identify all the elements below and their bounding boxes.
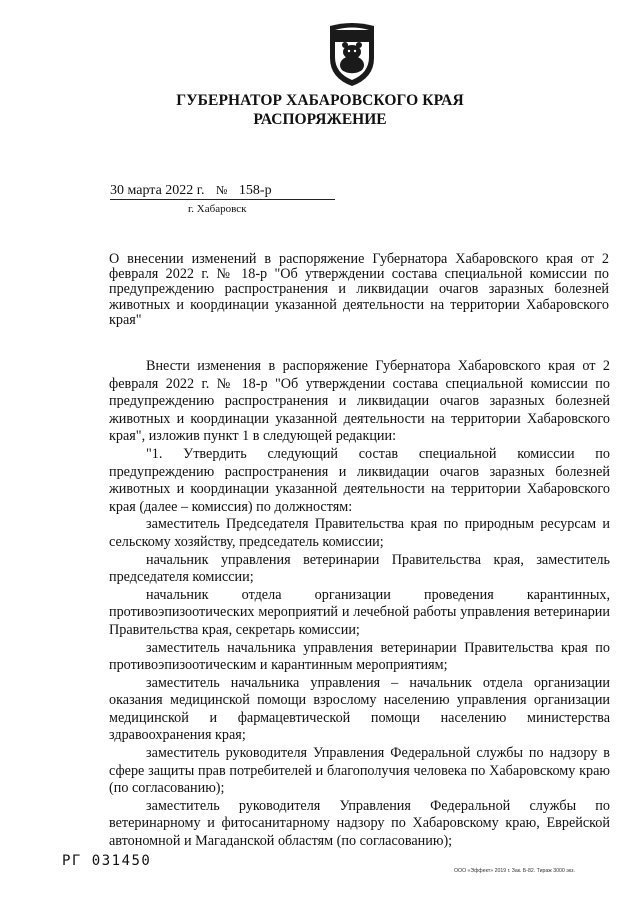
commission-member: заместитель начальника управления ветеринарии Правительства края по противоэпизоотическим и карантинным мероприятиям; (109, 639, 610, 674)
print-info: ООО «Эффект» 2019 г. Зак. Б-82. Тираж 3000 экз. (454, 868, 575, 874)
commission-member: заместитель начальника управления – начальник отдела организации оказания медицинской помощи взрослому населению управления организации медицинской и фармацевтической помощи населению министерства здравоохранения края; (109, 674, 610, 744)
issuer-title: ГУБЕРНАТОР ХАБАРОВСКОГО КРАЯ (176, 92, 464, 109)
intro-paragraph: Внести изменения в распоряжение Губернатора Хабаровского края от 2 февраля 2022 г. № 18-р "Об утверждении состава специальной комиссии по предупреждению распространения и ликвидации очагов заразных болезней животных и координации указанной деятельности на территории Хабаровского края", изложив пункт 1 в следующей редакции: (109, 358, 610, 445)
document-city: г. Хабаровск (188, 203, 247, 215)
document-date: 30 марта 2022 г. (110, 183, 205, 198)
date-underline (110, 199, 335, 200)
document-body (109, 358, 610, 851)
document-subject: О внесении изменений в распоряжение Губернатора Хабаровского края от 2 февраля 2022 г. № 18-р "Об утверждении состава специальной комиссии по предупреждению распространения и ликвидации очагов заразных болезней животных и координации указанной деятельности на территории Хабаровского края" (109, 251, 609, 328)
commission-member: заместитель Председателя Правительства края по природным ресурсам и сельскому хозяйству, председатель комиссии; (109, 516, 610, 550)
document-type-title: РАСПОРЯЖЕНИЕ (253, 111, 387, 128)
date-number-row (110, 183, 272, 199)
form-serial-stamp: РГ 031450 (62, 853, 152, 869)
commission-member: заместитель руководителя Управления Федеральной службы по ветеринарному и фитосанитарному надзору по Хабаровскому краю, Еврейской автономной и Магаданской областям (по согласованию); (109, 797, 610, 850)
coat-of-arms-icon (326, 20, 378, 88)
item-1-paragraph: "1. Утвердить следующий состав специальной комиссии по предупреждению распространения и ликвидации очагов заразных болезней животных и координации указанной деятельности на территории Хабаровского края (далее – комиссия) по должностям: (109, 445, 610, 515)
document-number: 158-р (238, 183, 272, 198)
number-label: № (215, 183, 228, 197)
commission-member: начальник отдела организации проведения карантинных, противоэпизоотических мероприятий и лечебной работы управления ветеринарии Правительства края, секретарь комиссии; (109, 586, 610, 638)
commission-member: заместитель руководителя Управления Федеральной службы по надзору в сфере защиты прав потребителей и благополучия человека по Хабаровскому краю (по согласованию); (109, 745, 610, 797)
commission-member: начальник управления ветеринарии Правительства края, заместитель председателя комиссии; (109, 551, 610, 586)
